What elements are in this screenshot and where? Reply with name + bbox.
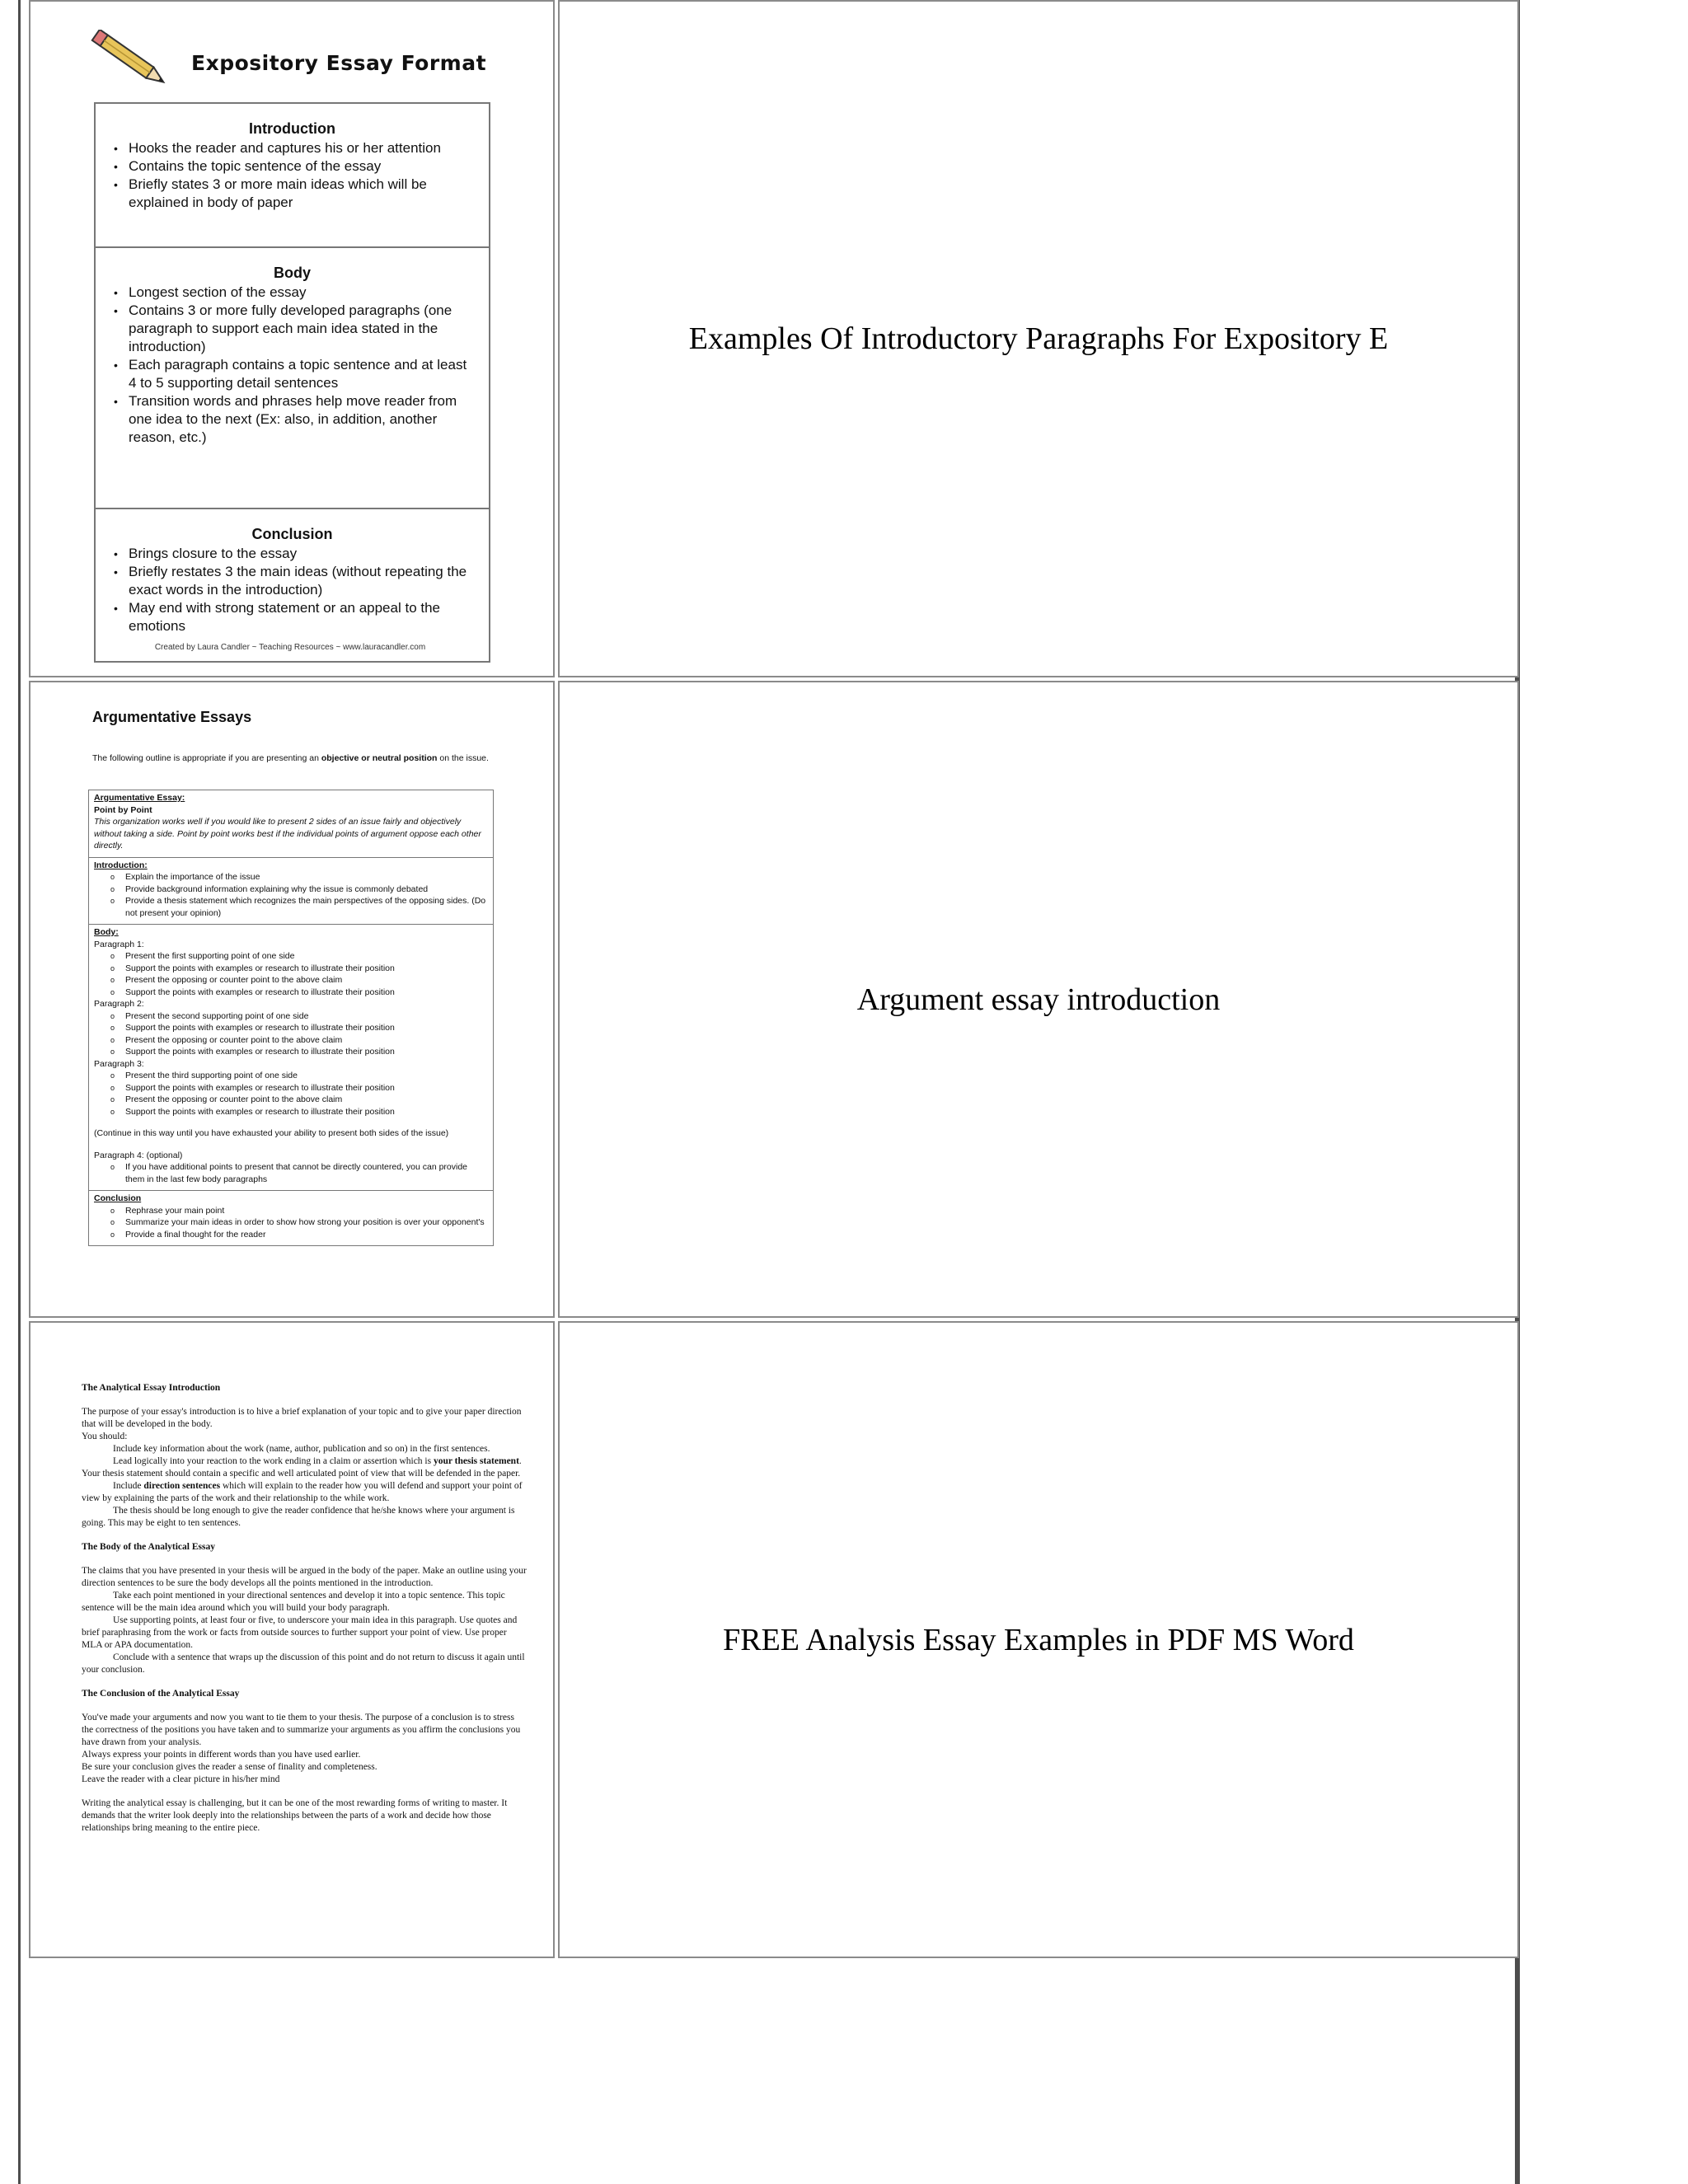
- text-bold: your thesis statement: [433, 1456, 519, 1466]
- list-item: • Each paragraph contains a topic sentence and at least 4 to 5 supporting detail sentences: [129, 356, 472, 392]
- outline-box: [88, 790, 494, 1246]
- analytical-paragraph: Writing the analytical essay is challenging, but it can be one of the most rewarding forms of writing to master. It demands that the writer look deeply into the relationships between the parts of a work and decide how those relationships bring meaning to the entire piece.: [82, 1798, 508, 1833]
- thumbnail-cell-1[interactable]: [29, 0, 555, 677]
- text-run: Lead logically into your reaction to the work ending in a claim or assertion which is: [113, 1456, 434, 1466]
- list-item: o Present the opposing or counter point to the above claim: [125, 1034, 488, 1047]
- list-item: o Support the points with examples or research to illustrate their position: [125, 1082, 488, 1094]
- analytical-paragraph: [82, 1712, 527, 1786]
- paragraph-text: [82, 1480, 527, 1505]
- page-frame: [18, 0, 1520, 2184]
- body-section: [96, 265, 489, 509]
- paragraph-label: Paragraph 3:: [94, 1058, 144, 1069]
- caption-cell-2[interactable]: [558, 681, 1519, 1318]
- list-item: • May end with strong statement or an appeal to the emotions: [129, 599, 472, 635]
- pencil-icon: [88, 30, 179, 91]
- list-item: • Briefly restates 3 the main ideas (without repeating the exact words in the introduction): [129, 563, 472, 599]
- thumbnail-cell-3[interactable]: [29, 1321, 555, 1958]
- list-item: o Provide a thesis statement which recognizes the main perspectives of the opposing sides. (Do not present your opinion): [125, 895, 488, 919]
- list-item: o Support the points with examples or research to illustrate their position: [125, 1022, 488, 1034]
- paragraph-text: Conclude with a sentence that wraps up the discussion of this point and do not return to discuss it again until your conclusion.: [82, 1652, 525, 1675]
- text-run: . Your thesis statement should contain a specific and well articulated point of view that will be defended in the paper.: [82, 1456, 522, 1479]
- intro-text: The following outline is appropriate if you are presenting an: [92, 753, 321, 763]
- paragraph-text: The thesis should be long enough to give the reader confidence that he/she knows where your argument is going. This may be eight to ten sentences.: [82, 1506, 515, 1528]
- conclusion-heading: Conclusion: [94, 1193, 142, 1203]
- thumbnail-cell-2[interactable]: [29, 681, 555, 1318]
- outline-intro: [89, 858, 493, 926]
- list-item: o Present the third supporting point of one side: [125, 1070, 488, 1082]
- conclusion-heading: Conclusion: [251, 526, 333, 542]
- outline-body: [89, 925, 493, 1191]
- text-bold: direction sentences: [143, 1481, 221, 1491]
- list-item: • Transition words and phrases help move reader from one idea to the next (Ex: also, in addition, another reason, etc.): [129, 392, 472, 447]
- outline-description: This organization works well if you would like to present 2 sides of an issue fairly and objectively without taking a side. Point by point works best if the individual points of argument oppose each other directly.: [94, 817, 481, 851]
- outline-conclusion: [89, 1191, 493, 1245]
- list-item: o Support the points with examples or research to illustrate their position: [125, 963, 488, 975]
- analytical-heading: The Body of the Analytical Essay: [82, 1542, 215, 1552]
- paragraph-text: Always express your points in different words than you have used earlier.: [82, 1750, 361, 1760]
- caption-link[interactable]: Examples Of Introductory Paragraphs For Expository E: [688, 321, 1389, 356]
- paragraph-label: Paragraph 1:: [94, 939, 144, 949]
- caption-cell-1[interactable]: [558, 0, 1519, 677]
- paragraph-text: Be sure your conclusion gives the reader a sense of finality and completeness.: [82, 1762, 377, 1772]
- list-item: o Present the second supporting point of one side: [125, 1010, 488, 1023]
- intro-heading: Introduction: [249, 120, 335, 137]
- paragraph-text: The purpose of your essay's introduction is to hive a brief explanation of your topic and to give your paper direction that will be developed in the body.: [82, 1407, 522, 1429]
- outline-subheading: Point by Point: [94, 804, 152, 815]
- list-item: • Contains the topic sentence of the essay: [129, 157, 472, 176]
- paragraph-text: Include key information about the work (name, author, publication and so on) in the first sentences.: [113, 1444, 490, 1454]
- paragraph-text: You've made your arguments and now you want to tie them to your thesis. The purpose of a conclusion is to stress the correctness of the positions you have taken and to summarize your arguments as you affirm the conclusions you have drawn from your analysis.: [82, 1713, 521, 1747]
- list-item: o If you have additional points to present that cannot be directly countered, you can provide them in the last few body paragraphs: [125, 1161, 488, 1185]
- list-item: • Contains 3 or more fully developed paragraphs (one paragraph to support each main idea stated in the introduction): [129, 302, 472, 356]
- intro-bold: objective or neutral position: [321, 753, 438, 763]
- list-item: o Support the points with examples or research to illustrate their position: [125, 987, 488, 999]
- list-item: o Support the points with examples or research to illustrate their position: [125, 1046, 488, 1058]
- list-item: o Rephrase your main point: [125, 1205, 488, 1217]
- expository-essay-format-image: [30, 2, 553, 676]
- paragraph-text: You should:: [82, 1432, 128, 1441]
- list-item: o Support the points with examples or research to illustrate their position: [125, 1106, 488, 1118]
- outline-header: [89, 790, 493, 858]
- paragraph-label: Paragraph 4: (optional): [94, 1150, 183, 1160]
- format-title: Expository Essay Format: [191, 51, 487, 75]
- paragraph-text: Leave the reader with a clear picture in his/her mind: [82, 1774, 280, 1784]
- analytical-heading: The Analytical Essay Introduction: [82, 1383, 221, 1393]
- paragraph-text: Use supporting points, at least four or five, to underscore your main idea in this paragraph. Use quotes and brief paraphrasing from the work or facts from outside sources to further support your point of view. Use proper MLA or APA documentation.: [82, 1615, 518, 1650]
- analytical-heading: The Conclusion of the Analytical Essay: [82, 1689, 240, 1699]
- outline-heading: Argumentative Essay:: [94, 793, 185, 803]
- conclusion-section: [96, 526, 489, 661]
- analytical-paragraph: [82, 1565, 527, 1676]
- argumentative-essay-image: [30, 682, 553, 1316]
- list-item: • Longest section of the essay: [129, 284, 472, 302]
- caption-cell-3[interactable]: [558, 1321, 1519, 1958]
- paragraph-text: The claims that you have presented in your thesis will be argued in the body of the paper. Make an outline using your direction sentences to be sure the body develops all the points mentioned in the introduction.: [82, 1566, 527, 1588]
- intro-heading: Introduction:: [94, 860, 148, 870]
- caption-link[interactable]: Argument essay introduction: [856, 982, 1221, 1017]
- list-item: o Present the opposing or counter point to the above claim: [125, 1094, 488, 1106]
- text-run: which will explain to the reader how you will defend and support your point of view by explaining the parts of the work and their relationship to the while work.: [82, 1481, 523, 1503]
- analytical-paragraph: [82, 1406, 527, 1530]
- analytical-essay-image: [82, 1382, 527, 1846]
- continue-note: (Continue in this way until you have exhausted your ability to present both sides of the issue): [94, 1128, 449, 1138]
- list-item: o Present the opposing or counter point to the above claim: [125, 974, 488, 987]
- intro-section: [96, 120, 489, 248]
- list-item: • Briefly states 3 or more main ideas which will be explained in body of paper: [129, 176, 472, 212]
- body-heading: Body:: [94, 927, 119, 937]
- paragraph-label: Paragraph 2:: [94, 999, 144, 1009]
- argumentative-title: Argumentative Essays: [92, 709, 252, 725]
- list-item: • Hooks the reader and captures his or her attention: [129, 139, 472, 157]
- list-item: o Explain the importance of the issue: [125, 871, 488, 883]
- argumentative-intro: [92, 752, 496, 765]
- list-item: • Brings closure to the essay: [129, 545, 472, 563]
- list-item: o Summarize your main ideas in order to show how strong your position is over your opponent's: [125, 1216, 488, 1229]
- list-item: o Provide background information explaining why the issue is commonly debated: [125, 883, 488, 896]
- caption-link[interactable]: FREE Analysis Essay Examples in PDF MS Word: [723, 1622, 1354, 1657]
- paragraph-text: [82, 1455, 527, 1480]
- intro-text: on the issue.: [437, 753, 489, 763]
- text-run: Include: [113, 1481, 144, 1491]
- paragraph-text: Take each point mentioned in your directional sentences and develop it into a topic sentence. This topic sentence will be the main idea around which you will build your body paragraph.: [82, 1591, 505, 1613]
- list-item: o Present the first supporting point of one side: [125, 950, 488, 963]
- format-box: [94, 102, 490, 663]
- credit-line: Created by Laura Candler ~ Teaching Resources ~ www.lauracandler.com: [154, 643, 426, 652]
- list-item: o Provide a final thought for the reader: [125, 1229, 488, 1241]
- body-heading: Body: [274, 265, 311, 281]
